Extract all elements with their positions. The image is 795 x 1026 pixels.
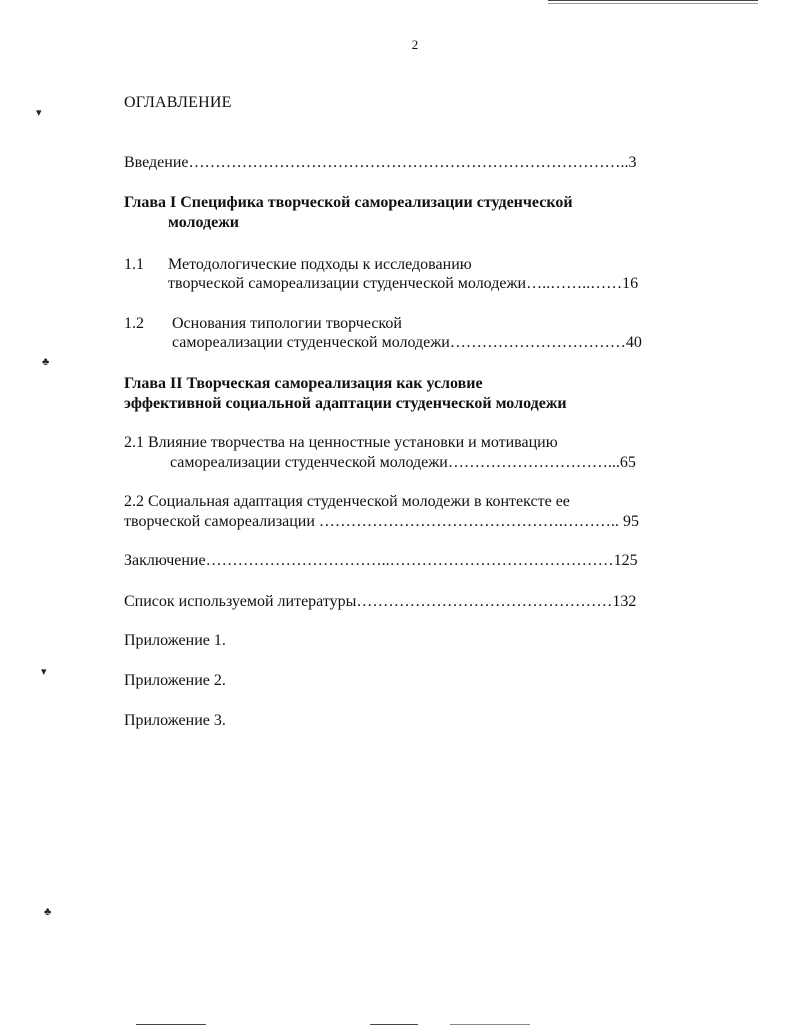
chapter-2-title-line-1[interactable]: Глава II Творческая самореализация как условие xyxy=(124,375,483,392)
scan-artifact-bottom-3 xyxy=(450,1024,530,1025)
toc-entry-leader: ……………………………………………………………………….. xyxy=(188,154,629,171)
section-2-1-line-2 xyxy=(170,453,636,473)
toc-entry-appendix-3[interactable]: Приложение 3. xyxy=(124,712,226,729)
toc-entry-leader: ………………………………………… xyxy=(356,593,613,610)
section-1-2-number: 1.2 xyxy=(124,315,144,332)
toc-entry-label: самореализации студенческой молодежи…………………………... xyxy=(170,454,620,471)
toc-entry-conclusion[interactable] xyxy=(124,551,638,571)
scan-artifact-top xyxy=(548,0,758,1)
section-1-1-number: 1.1 xyxy=(124,256,144,273)
toc-entry-label: Список используемой литературы xyxy=(124,593,357,610)
binder-hole-mark-icon: ♣ xyxy=(44,906,52,918)
toc-entry-label: Заключение xyxy=(124,552,206,569)
section-1-2-line-1[interactable]: Основания типологии творческой xyxy=(172,315,402,332)
page-number: 2 xyxy=(411,37,419,52)
toc-entry-label: Введение xyxy=(124,154,189,171)
scan-artifact-top-2 xyxy=(548,3,758,4)
chapter-1-title-line-2: молодежи xyxy=(168,214,240,231)
toc-title: ОГЛАВЛЕНИЕ xyxy=(124,94,232,111)
toc-entry-page: 16 xyxy=(622,275,639,292)
chapter-1-title-line-1[interactable]: Глава I Специфика творческой самореализации студенческой xyxy=(124,194,573,211)
section-1-1-line-1[interactable]: Методологические подходы к исследованию xyxy=(168,256,472,273)
toc-entry-label: творческой самореализации студенческой молодежи…..……..…… xyxy=(168,275,623,292)
toc-entry-page: 95 xyxy=(622,513,639,530)
section-1-1-line-2 xyxy=(168,274,638,294)
section-2-2-line-1[interactable]: 2.2 Социальная адаптация студенческой молодежи в контексте ее xyxy=(124,493,570,510)
toc-entry-label: творческой самореализации ……………………………………….……….. xyxy=(124,513,623,530)
section-1-2-line-2 xyxy=(172,333,642,353)
binder-hole-mark-icon: ▾ xyxy=(41,666,47,678)
toc-entry-appendix-1[interactable]: Приложение 1. xyxy=(124,632,226,649)
chapter-2-title-line-2: эффективной социальной адаптации студенческой молодежи xyxy=(124,395,567,412)
scan-artifact-bottom xyxy=(136,1024,206,1025)
section-2-2-line-2 xyxy=(124,512,639,532)
toc-entry-appendix-2[interactable]: Приложение 2. xyxy=(124,672,226,689)
toc-entry-page: 3 xyxy=(628,154,637,171)
toc-entry-page: 125 xyxy=(613,552,638,569)
toc-entry-page: 65 xyxy=(619,454,636,471)
section-2-1-line-1[interactable]: 2.1 Влияние творчества на ценностные установки и мотивацию xyxy=(124,434,558,451)
toc-entry-leader: ……………………………..…………………………………… xyxy=(205,552,614,569)
binder-hole-mark-icon: ♣ xyxy=(42,356,50,368)
toc-entry-page: 40 xyxy=(625,334,642,351)
toc-entry-intro[interactable] xyxy=(124,153,637,173)
toc-entry-references[interactable] xyxy=(124,592,636,612)
toc-entry-page: 132 xyxy=(612,593,637,610)
binder-hole-mark-icon: ▾ xyxy=(36,107,42,119)
scan-artifact-bottom-2 xyxy=(370,1024,418,1025)
toc-entry-label: самореализации студенческой молодежи…………………………… xyxy=(172,334,626,351)
